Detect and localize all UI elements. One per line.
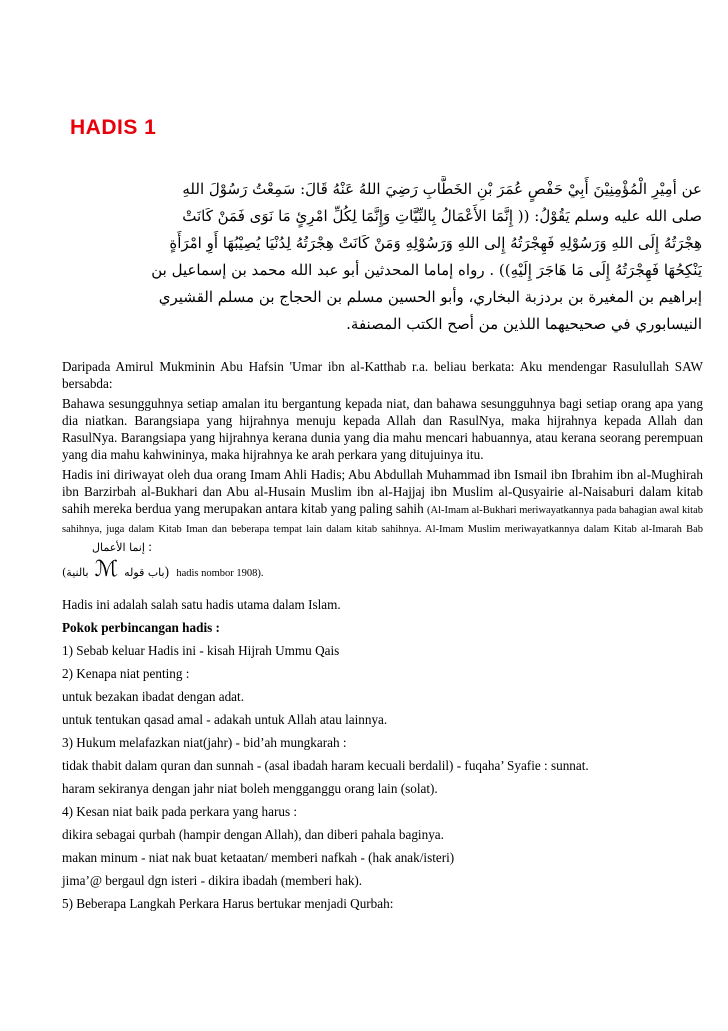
arabic-bab-niyyah: (بالنية (62, 566, 89, 579)
list-item: 2) Kenapa niat penting : (62, 666, 190, 681)
list-item: untuk tentukan qasad amal - adakah untuk Allah atau lainnya. (62, 712, 388, 727)
importance-statement: Hadis ini adalah salah satu hadis utama dalam Islam. (62, 597, 341, 612)
arabic-line: إبراهيم بن المغيرة بن بردزبة البخاري، وأبو الحسين مسلم بن الحجاج بن مسلم القشيري (158, 288, 702, 306)
narration-note: (Al-Imam al-Bukhari meriwayatkannya pada bahagian awal kitab sahihnya, juga dalam Kitab Iman dan beberapa tempat lain dalam kitab sahihnya. Al-Imam Muslim meriwayatkannya dalam Kitab al-Imarah Bab (62, 505, 703, 535)
hadith-number: hadis nombor 1908). (176, 568, 264, 579)
list-item: jima’@ bergaul dgn isteri - dikira ibadah (memberi hak). (62, 873, 363, 888)
translation-intro: Daripada Amirul Mukminin Abu Hafsin 'Umar ibn al-Katthab r.a. beliau berkata: Aku mendengar Rasulullah SAW bersabda: (62, 359, 703, 391)
list-item: 3) Hukum melafazkan niat(jahr) - bid’ah mungkarah : (62, 735, 347, 750)
list-item: tidak thabit dalam quran dan sunnah - (asal ibadah haram kecuali berdalil) - fuqaha’ Syafie : sunnat. (62, 758, 589, 773)
arabic-line: يَنْكِحُهَا فَهِجْرَتُهُ إِلَى مَا هَاجَرَ إِلَيْهِ)) . رواه إماما المحدثين أبو عبد الله محمد بن إسماعيل بن (151, 261, 702, 279)
list-item: makan minum - niat nak buat ketaatan/ memberi nafkah - (hak anak/isteri) (62, 850, 455, 865)
section-heading: Pokok perbincangan hadis : (62, 620, 220, 635)
narration-paragraph (62, 466, 703, 556)
spacer (62, 585, 703, 595)
body-text (62, 358, 703, 917)
list-item: 1) Sebab keluar Hadis ini - kisah Hijrah Ummu Qais (62, 643, 340, 658)
arabic-chapter-title: إنما الأعمال (92, 541, 145, 554)
list-item: untuk bezakan ibadat dengan adat. (62, 689, 244, 704)
arabic-line: هِجْرَتُهُ إِلَى اللهِ وَرَسُوْلِهِ فَهِجْرَتُهُ إِلى اللهِ وَرَسُوْلِهِ وَمَنْ كَانَتْ هِجْرَتُهُ لِدُنْيَا يُصِيْبُهَا أَوِ امْرَأَةٍ (169, 234, 702, 252)
list-item: dikira sebagai qurbah (hampir dengan Allah), dan diberi pahala baginya. (62, 827, 444, 842)
arabic-line: عن أمِيْرِ الْمُؤْمِنِيْنَ أَبِيْ حَفْصٍ عُمَرَ بْنِ الخَطَّابِ رَضِيَ اللهُ عَنْهُ قَالَ: سَمِعْتُ رَسُوْلَ اللهِ (182, 180, 702, 198)
arabic-bab-qaulihi: باب قوله (124, 566, 165, 579)
translation-paragraph: Bahawa sesungguhnya setiap amalan itu bergantung kepada niat, dan bahawa sesungguhnya bagi setiap orang apa yang dia niatkan. Barangsiapa yang hijrahnya menuju kepada Allah dan RasulNya, maka hijrahnya kepada Allah dan RasulNya. Barangsiapa yang hijrahnya kerana dunia yang dia mahu mencari habuannya, atau kerana seorang perempuan yang dia mahu kahwininya, maka hijrahnya ke arah perkara yang ditujuinya itu. (62, 396, 703, 462)
colon: : (148, 539, 152, 554)
list-item: 4) Kesan niat baik pada perkara yang harus : (62, 804, 298, 819)
narration-main: Hadis ini diriwayat oleh dua orang Imam Ahli Hadis; Abu Abdullah Muhammad ibn Ismail ibn Ibrahim ibn al-Mughirah ibn Barzirbah al-Bukhari dan Abu al-Husain Muslim ibn al-Hajjaj ibn Muslim al-Qusyairie al-Naisaburi dalam kitab sahih mereka berdua yang merupakan antara kitab yang paling sahih (62, 467, 703, 516)
arabic-hadith-text (62, 176, 702, 338)
arabic-line: صلى الله عليه وسلم يَقُوْلُ: (( إِنَّمَا الأَعْمَالُ بِالنِّيَّاتِ وَإِنَّمَا لِكُلِّ امْرِئٍ مَا نَوَى فَمَنْ كَانَتْ (182, 207, 702, 225)
narration-continued (62, 556, 703, 582)
page-title: HADIS 1 (70, 116, 157, 139)
paren-close: ) (164, 564, 170, 579)
arabic-line: النيسابوري في صحيحيهما اللذين من أصح الكتب المصنفة. (346, 315, 702, 333)
script-symbol: ℳ (94, 556, 119, 581)
list-item: haram sekiranya dengan jahr niat boleh mengganggu orang lain (solat). (62, 781, 438, 796)
list-item: 5) Beberapa Langkah Perkara Harus bertukar menjadi Qurbah: (62, 896, 394, 911)
